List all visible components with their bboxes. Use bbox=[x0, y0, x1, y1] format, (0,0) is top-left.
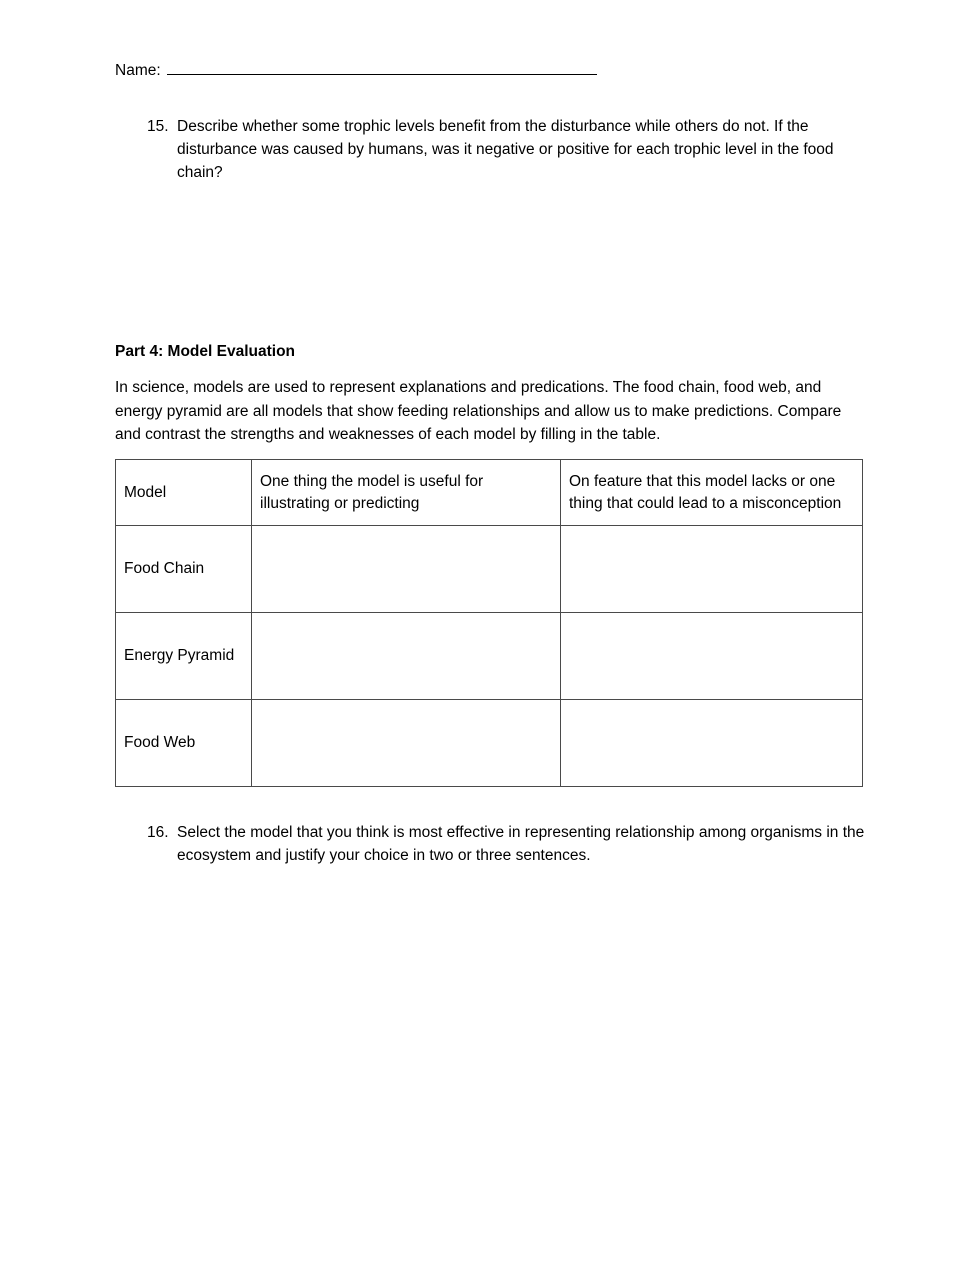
section-intro: In science, models are used to represent explanations and predications. The food chain, food web, and energy pyramid are all models that show feeding relationships and allow us to make predictions. Compare and contrast the strengths and weaknesses of each model by filling in the table. bbox=[115, 379, 842, 443]
model-evaluation-table bbox=[115, 459, 863, 787]
header-useful: One thing the model is useful for illustrating or predicting bbox=[252, 460, 561, 526]
question-text: Describe whether some trophic levels benefit from the disturbance while others do not. If the disturbance was caused by humans, was it negative or positive for each trophic level in the food chain? bbox=[177, 118, 834, 181]
model-name-cell: Energy Pyramid bbox=[116, 613, 252, 700]
name-label: Name: bbox=[115, 62, 161, 79]
useful-answer-cell[interactable] bbox=[252, 613, 561, 700]
table-row bbox=[116, 613, 863, 700]
question-16 bbox=[147, 821, 867, 867]
header-lacks: On feature that this model lacks or one thing that could lead to a misconception bbox=[561, 460, 863, 526]
useful-answer-cell[interactable] bbox=[252, 700, 561, 787]
table-header-row bbox=[116, 460, 863, 526]
lacks-answer-cell[interactable] bbox=[561, 613, 863, 700]
section-heading: Part 4: Model Evaluation bbox=[115, 343, 296, 360]
question-15 bbox=[147, 115, 867, 184]
question-number: 16. bbox=[147, 824, 169, 841]
header-model: Model bbox=[116, 460, 252, 526]
lacks-answer-cell[interactable] bbox=[561, 526, 863, 613]
useful-answer-cell[interactable] bbox=[252, 526, 561, 613]
name-blank-line[interactable] bbox=[167, 59, 597, 75]
name-field bbox=[115, 59, 597, 81]
table-row bbox=[116, 700, 863, 787]
lacks-answer-cell[interactable] bbox=[561, 700, 863, 787]
question-number: 15. bbox=[147, 118, 169, 135]
model-name-cell: Food Web bbox=[116, 700, 252, 787]
table-row bbox=[116, 526, 863, 613]
model-name-cell: Food Chain bbox=[116, 526, 252, 613]
question-text: Select the model that you think is most effective in representing relationship among organisms in the ecosystem and justify your choice in two or three sentences. bbox=[177, 824, 865, 864]
